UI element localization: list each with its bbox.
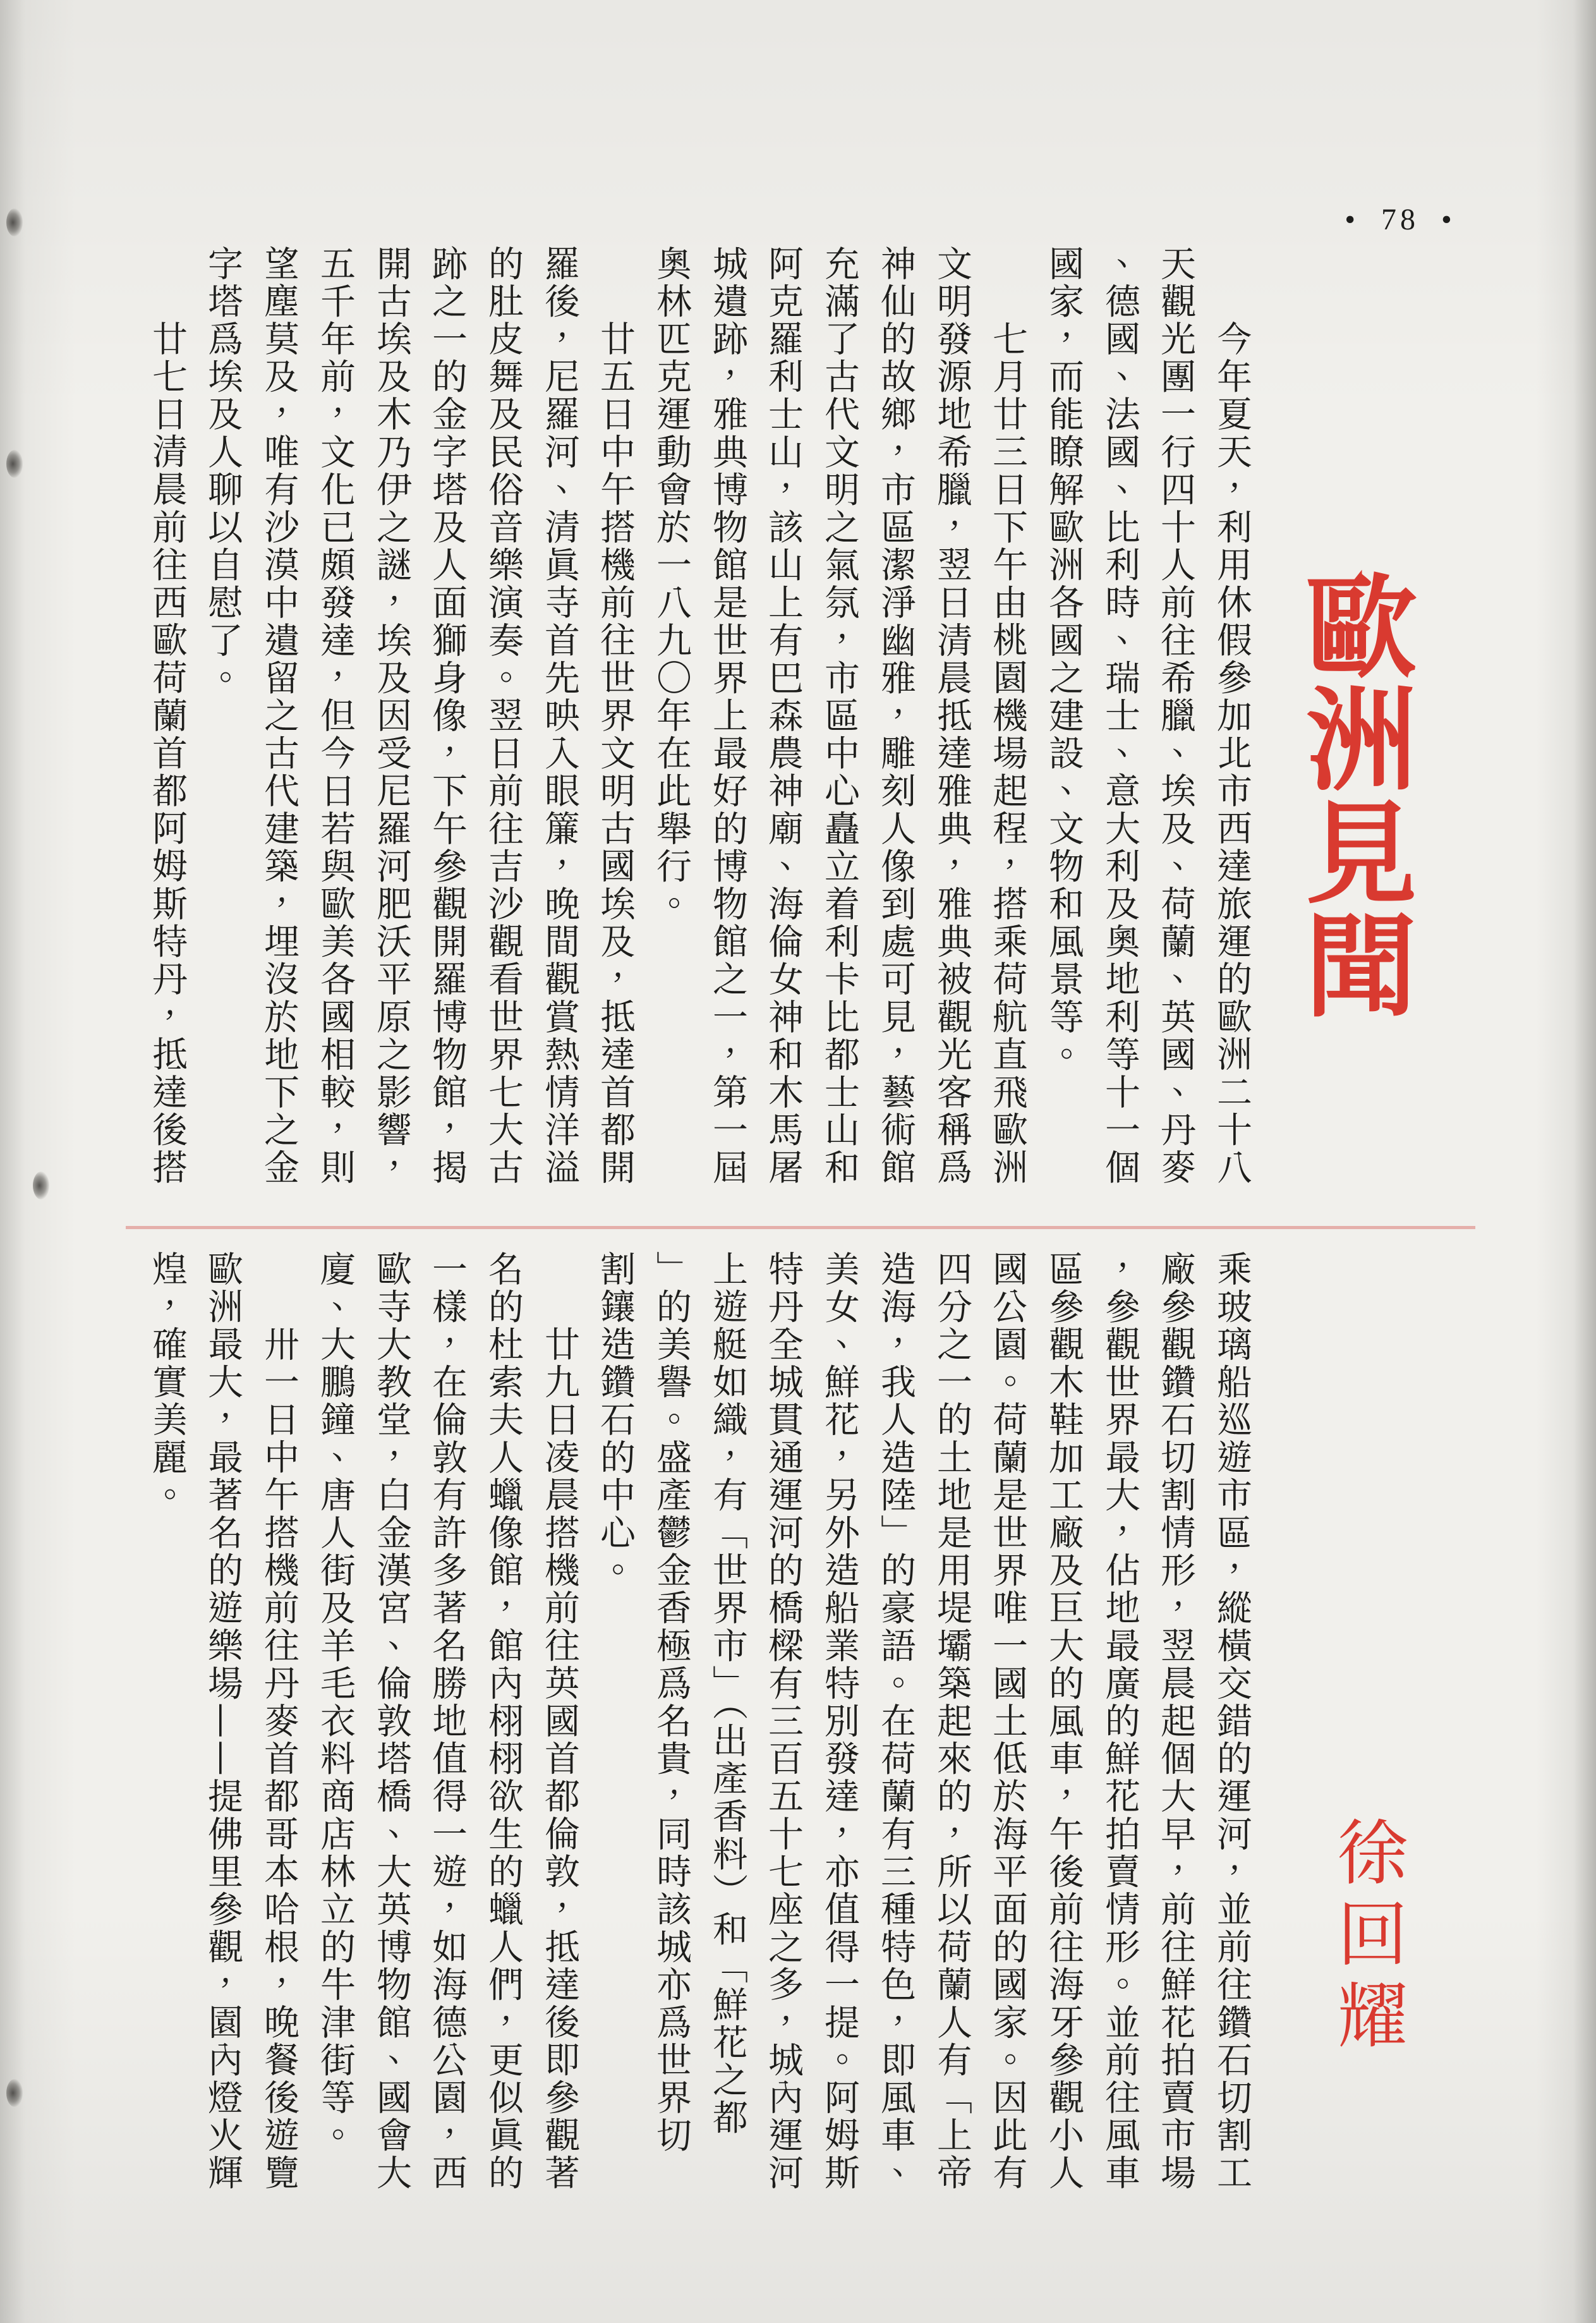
text-column: 乘玻璃船巡遊市區，縱橫交錯的運河，並前往鑽石切割工 <box>1211 1251 1252 2192</box>
binding-hole <box>6 450 23 478</box>
binding-hole <box>6 2079 23 2107</box>
text-column: 名的杜索夫人蠟像館，館內栩栩欲生的蠟人們，更似眞的 <box>483 1251 524 2192</box>
text-column: 阿克羅利士山，該山上有巴森農神廟、海倫女神和木馬屠 <box>763 245 804 1187</box>
text-column: 跡之一的金字塔及人面獅身像，下午參觀開羅博物館，揭 <box>426 245 468 1187</box>
text-column: 廠參觀鑽石切割情形，翌晨起個大早，前往鮮花拍賣市場 <box>1155 1251 1196 2192</box>
text-column: 開古埃及木乃伊之謎，埃及因受尼羅河肥沃平原之影響， <box>371 245 412 1187</box>
text-column: 的肚皮舞及民俗音樂演奏。翌日前往吉沙觀看世界七大古 <box>483 245 524 1187</box>
text-column: 七月廿三日下午由桃園機場起程，搭乘荷航直飛歐洲 <box>987 320 1028 1187</box>
text-column: 今年夏天，利用休假參加北市西達旅運的歐洲二十八 <box>1211 320 1252 1187</box>
text-column: 文明發源地希臘，翌日清晨抵達雅典，雅典被觀光客稱爲 <box>931 245 972 1187</box>
text-column: 城遺跡，雅典博物館是世界上最好的博物館之一，第一屆 <box>707 245 748 1187</box>
text-column: 國家，而能瞭解歐洲各國之建設、文物和風景等。 <box>1043 245 1084 1074</box>
text-column: 卅一日中午搭機前往丹麥首都哥本哈根，晚餐後遊覽 <box>258 1326 299 2192</box>
text-column: 字塔爲埃及人聊以自慰了。 <box>202 245 243 698</box>
text-column: 特丹全城貫通運河的橋樑有三百五十七座之多，城內運河 <box>763 1251 804 2192</box>
text-column: 一樣，在倫敦有許多著名勝地值得一遊，如海德公園，西 <box>426 1251 468 2192</box>
article-title: 歐洲見聞 <box>1287 569 1417 1021</box>
text-column: 廿九日凌晨搭機前往英國首都倫敦，抵達後即參觀著 <box>539 1326 580 2192</box>
text-column: 、德國、法國、比利時、瑞士、意大利及奧地利等十一個 <box>1099 245 1140 1187</box>
binding-hole <box>6 209 23 236</box>
text-column: 神仙的故鄉，市區潔淨幽雅，雕刻人像到處可見，藝術館 <box>875 245 916 1187</box>
text-column: 割鑲造鑽石的中心。 <box>595 1251 636 1590</box>
text-column: 區參觀木鞋加工廠及巨大的風車，午後前往海牙參觀小人 <box>1043 1251 1084 2192</box>
text-column: ，參觀世界最大，佔地最廣的鮮花拍賣情形。並前往風車 <box>1099 1251 1140 2192</box>
text-column: 歐洲最大，最著名的遊樂場——提佛里參觀，園內燈火輝 <box>202 1251 243 2192</box>
text-column: 廿五日中午搭機前往世界文明古國埃及，抵達首都開 <box>595 320 636 1187</box>
text-column: 五千年前，文化已頗發達，但今日若與歐美各國相較，則 <box>315 245 356 1187</box>
text-column: 四分之一的土地是用堤壩築起來的，所以荷蘭人有「上帝 <box>931 1251 972 2192</box>
page-number: • 78 • <box>1345 203 1456 236</box>
text-column: 上遊艇如織，有「世界市」（出產香料）和「鮮花之都 <box>707 1251 748 2137</box>
binding-hole <box>33 1172 49 1199</box>
text-column: 廿七日清晨前往西歐荷蘭首都阿姆斯特丹，抵達後搭 <box>147 320 188 1187</box>
text-column: 天觀光團一行四十人前往希臘、埃及、荷蘭、英國、丹麥 <box>1155 245 1196 1187</box>
text-column: 望塵莫及，唯有沙漠中遺留之古代建築，埋沒於地下之金 <box>258 245 299 1187</box>
text-column: 國公園。荷蘭是世界唯一國土低於海平面的國家。因此有 <box>987 1251 1028 2192</box>
text-column: 美女、鮮花，另外造船業特別發達，亦值得一提。阿姆斯 <box>819 1251 860 2192</box>
text-column: 奧林匹克運動會於一八九〇年在此舉行。 <box>651 245 692 923</box>
text-column: 」的美譽。盛產鬱金香極爲名貴，同時該城亦爲世界切 <box>651 1251 692 2155</box>
text-column: 歐寺大教堂，白金漢宮、倫敦塔橋、大英博物館、國會大 <box>371 1251 412 2192</box>
text-column: 廈、大鵬鐘、唐人街及羊毛衣料商店林立的牛津街等。 <box>315 1251 356 2155</box>
text-column: 充滿了古代文明之氣氛，市區中心矗立着利卡比都士山和 <box>819 245 860 1187</box>
text-column: 煌，確實美麗。 <box>147 1251 188 1515</box>
text-column: 造海，我人造陸」的豪語。在荷蘭有三種特色，即風車、 <box>875 1251 916 2192</box>
text-column: 羅後，尼羅河、清眞寺首先映入眼簾，晚間觀賞熱情洋溢 <box>539 245 580 1187</box>
article-author: 徐回耀 <box>1326 1816 1408 2060</box>
section-divider <box>126 1226 1475 1229</box>
